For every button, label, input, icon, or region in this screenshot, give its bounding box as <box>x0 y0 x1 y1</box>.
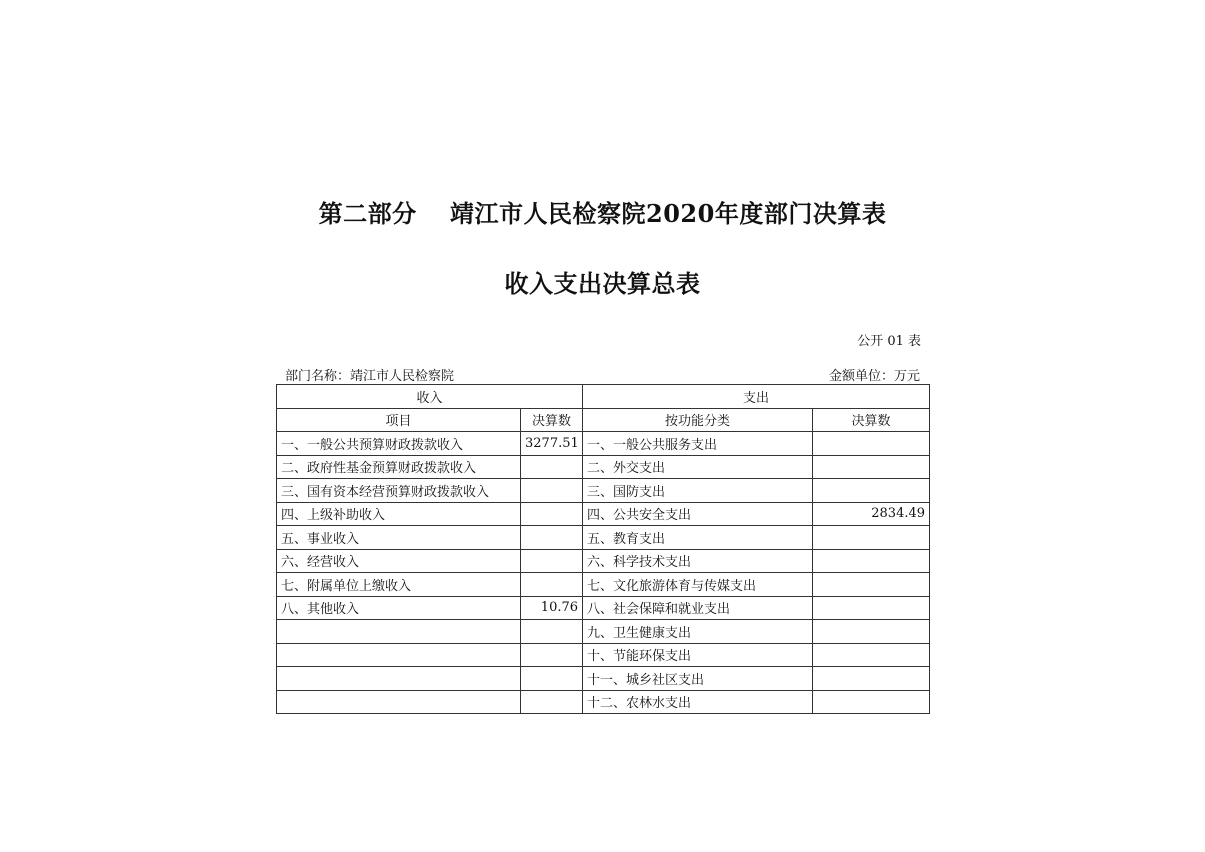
expense-item-cell: 一、一般公共服务支出 <box>583 432 813 456</box>
expense-amount-cell <box>813 526 930 550</box>
income-expense-table <box>276 384 930 714</box>
expense-amount-cell <box>813 479 930 503</box>
income-amount-cell: 10.76 <box>521 596 583 620</box>
income-item-cell: 五、事业收入 <box>277 526 521 550</box>
income-amount-cell: 3277.51 <box>521 432 583 456</box>
expense-header: 支出 <box>583 385 930 409</box>
income-amount-cell <box>521 620 583 644</box>
expense-item-cell: 七、文化旅游体育与传媒支出 <box>583 573 813 597</box>
expense-item-cell: 十二、农林水支出 <box>583 690 813 714</box>
income-amount-cell <box>521 690 583 714</box>
table-row <box>277 643 930 667</box>
income-item-cell: 六、经营收入 <box>277 549 521 573</box>
income-amount-cell <box>521 502 583 526</box>
income-item-cell: 三、国有资本经营预算财政拨款收入 <box>277 479 521 503</box>
expense-item-cell: 五、教育支出 <box>583 526 813 550</box>
income-item-cell <box>277 667 521 691</box>
income-amount-cell <box>521 526 583 550</box>
income-item-cell: 四、上级补助收入 <box>277 502 521 526</box>
expense-amount-cell <box>813 455 930 479</box>
income-item-cell: 二、政府性基金预算财政拨款收入 <box>277 455 521 479</box>
expense-amount-cell <box>813 573 930 597</box>
table-row <box>277 667 930 691</box>
table-row <box>277 479 930 503</box>
income-amount-cell <box>521 479 583 503</box>
expense-item-cell: 十一、城乡社区支出 <box>583 667 813 691</box>
expense-item-cell: 三、国防支出 <box>583 479 813 503</box>
table-row <box>277 502 930 526</box>
amount-unit: 金额单位：万元 <box>828 369 920 384</box>
expense-item-cell: 八、社会保障和就业支出 <box>583 596 813 620</box>
table-subtitle: 收入支出决算总表 <box>504 269 701 298</box>
expense-amount-cell: 2834.49 <box>813 502 930 526</box>
table-row <box>277 526 930 550</box>
income-item-cell <box>277 620 521 644</box>
page-title: 第二部分 靖江市人民检察院2020年度部门决算表 <box>318 199 887 228</box>
expense-amount-cell <box>813 690 930 714</box>
expense-item-cell: 二、外交支出 <box>583 455 813 479</box>
income-amount-cell <box>521 573 583 597</box>
table-row <box>277 549 930 573</box>
expense-item-cell: 四、公共安全支出 <box>583 502 813 526</box>
expense-item-cell: 九、卫生健康支出 <box>583 620 813 644</box>
income-amount-cell <box>521 549 583 573</box>
expense-amount-cell <box>813 667 930 691</box>
income-item-cell: 七、附属单位上缴收入 <box>277 573 521 597</box>
col-function-header: 按功能分类 <box>583 408 813 432</box>
table-group-header-row <box>277 385 930 409</box>
table-row <box>277 455 930 479</box>
col-amount2-header: 决算数 <box>813 408 930 432</box>
income-amount-cell <box>521 667 583 691</box>
income-item-cell: 一、一般公共预算财政拨款收入 <box>277 432 521 456</box>
income-header: 收入 <box>277 385 583 409</box>
expense-amount-cell <box>813 620 930 644</box>
table-row <box>277 573 930 597</box>
income-item-cell: 八、其他收入 <box>277 596 521 620</box>
table-row <box>277 620 930 644</box>
expense-amount-cell <box>813 432 930 456</box>
col-amount-header: 决算数 <box>521 408 583 432</box>
expense-amount-cell <box>813 596 930 620</box>
table-column-header-row <box>277 408 930 432</box>
expense-item-cell: 六、科学技术支出 <box>583 549 813 573</box>
col-item-header: 项目 <box>277 408 521 432</box>
table-row <box>277 596 930 620</box>
income-item-cell <box>277 690 521 714</box>
expense-amount-cell <box>813 643 930 667</box>
department-name: 部门名称：靖江市人民检察院 <box>285 369 455 384</box>
expense-item-cell: 十、节能环保支出 <box>583 643 813 667</box>
table-row <box>277 432 930 456</box>
income-item-cell <box>277 643 521 667</box>
expense-amount-cell <box>813 549 930 573</box>
income-amount-cell <box>521 455 583 479</box>
table-number: 公开 01 表 <box>857 334 921 349</box>
table-row <box>277 690 930 714</box>
income-amount-cell <box>521 643 583 667</box>
